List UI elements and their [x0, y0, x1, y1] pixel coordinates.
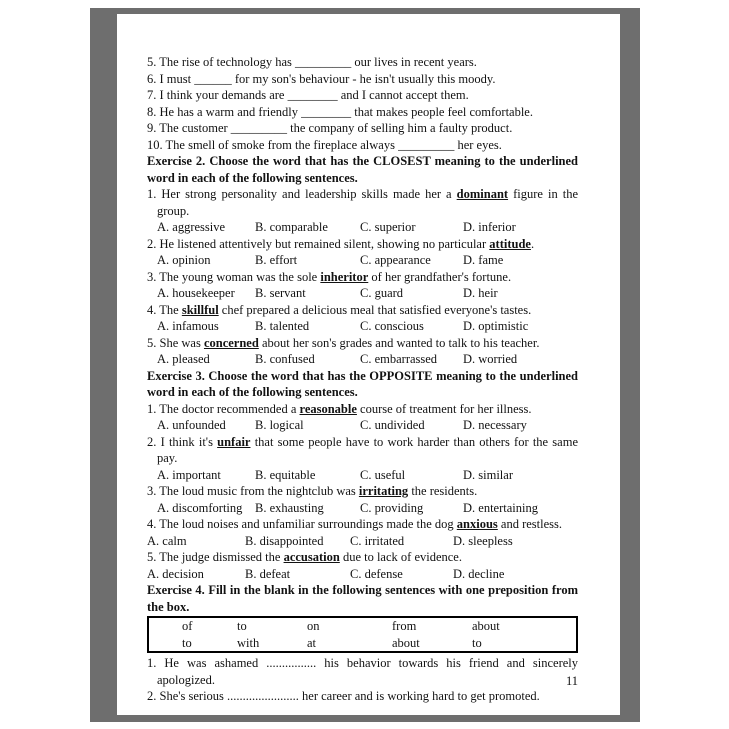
options-row [147, 417, 578, 434]
question-text [147, 302, 578, 319]
question-post: course of treatment for her illness. [356, 401, 532, 416]
underlined-word: concerned [203, 335, 259, 350]
question-text [147, 335, 578, 352]
preposition-box [147, 616, 578, 653]
option-a: A. discomforting [157, 500, 243, 515]
option-b: B. defeat [245, 566, 291, 581]
option-c: C. providing [360, 500, 424, 515]
options-row [147, 467, 578, 484]
fill-item: 8. He has a warm and friendly ________ that makes people feel comfortable. [147, 104, 533, 119]
option-b: B. exhausting [255, 500, 324, 515]
option-c: C. embarrassed [360, 352, 438, 366]
option-d: D. necessary [463, 418, 527, 432]
ex4-item [147, 688, 578, 705]
options-row [147, 285, 578, 302]
question-post: and restless. [497, 517, 563, 531]
fill-item: 7. I think your demands are ________ and I cannot accept them. [147, 88, 469, 102]
option-d: D. sleepless [453, 533, 513, 548]
option-a: A. calm [147, 533, 187, 548]
question-pre: 5. She was [147, 335, 204, 350]
option-a: A. important [157, 467, 221, 482]
option-c: C. irritated [350, 533, 405, 548]
preposition-row [182, 635, 576, 652]
question-pre: 3. The loud music from the nightclub was [147, 484, 359, 498]
question-pre: 4. The loud noises and unfamiliar surroundings made the dog [147, 517, 457, 531]
option-a: A. opinion [157, 253, 211, 267]
option-b: B. servant [255, 286, 306, 300]
question-post: due to lack of evidence. [339, 550, 462, 564]
item-post: her career and is working hard to get promoted. [298, 689, 540, 703]
option-a: A. unfounded [157, 418, 226, 432]
options-row [147, 351, 578, 368]
preposition: at [307, 635, 317, 650]
options-row [147, 219, 578, 236]
option-b: B. logical [255, 418, 304, 432]
question-post: figure in the group. [157, 187, 579, 218]
option-c: C. appearance [360, 253, 431, 267]
preposition-row [182, 618, 576, 635]
question-text [147, 549, 578, 566]
question-text [147, 186, 578, 219]
exercise4-title: Exercise 4. Fill in the blank in the following sentences with one preposition from the box. [147, 583, 578, 614]
question-post: . [530, 236, 535, 251]
option-c: C. useful [360, 467, 406, 482]
question-text [147, 483, 578, 500]
options-row [147, 252, 578, 269]
ex4-item [147, 655, 578, 688]
option-b: B. effort [255, 253, 298, 267]
option-a: A. housekeeper [157, 286, 235, 300]
exercise3-title: Exercise 3. Choose the word that has the OPPOSITE meaning to the underlined word in each of the following sentences. [147, 368, 578, 399]
options-row [147, 533, 578, 550]
underlined-word: anxious [456, 517, 498, 531]
underlined-word: unfair [217, 434, 251, 449]
option-c: C. undivided [360, 418, 425, 432]
option-a: A. infamous [157, 319, 219, 333]
fill-item: 9. The customer _________ the company of selling him a faulty product. [147, 121, 513, 135]
preposition: to [237, 619, 247, 633]
dotted-blank: ................ [266, 656, 317, 670]
question-pre: 5. The judge dismissed the [147, 550, 284, 564]
option-b: B. disappointed [245, 533, 324, 548]
option-d: D. decline [453, 566, 505, 581]
dotted-blank: ....................... [227, 689, 299, 703]
option-d: D. similar [463, 467, 513, 482]
question-text [147, 269, 578, 286]
option-a: A. pleased [157, 352, 210, 366]
preposition: to [472, 635, 482, 650]
question-text [147, 516, 578, 533]
preposition: about [472, 619, 500, 633]
options-row [147, 500, 578, 517]
option-c: C. superior [360, 220, 416, 234]
item-pre: 2. She's serious [147, 689, 228, 703]
document-page [117, 14, 620, 715]
fill-item: 10. The smell of smoke from the fireplace always _________ her eyes. [147, 137, 502, 152]
underlined-word: irritating [358, 484, 409, 498]
question-pre: 3. The young woman was the sole [147, 269, 321, 284]
preposition: about [392, 635, 420, 650]
options-row [147, 566, 578, 583]
question-post: about her son's grades and wanted to talk to his teacher. [258, 335, 540, 350]
underlined-word: dominant [456, 187, 509, 201]
fill-item: 5. The rise of technology has _________ our lives in recent years. [147, 55, 477, 69]
question-text [147, 401, 578, 418]
preposition: of [182, 619, 193, 633]
question-pre: 4. The [147, 302, 182, 317]
option-c: C. conscious [360, 319, 424, 333]
underlined-word: skillful [181, 302, 219, 317]
option-d: D. optimistic [463, 319, 529, 333]
question-post: chef prepared a delicious meal that satisfied everyone's tastes. [218, 302, 532, 317]
question-text [147, 434, 578, 467]
question-post: that some people have to work harder than others for the same pay. [157, 434, 578, 465]
option-a: A. decision [147, 566, 204, 581]
option-c: C. defense [350, 566, 403, 581]
option-b: B. equitable [255, 467, 316, 482]
question-pre: 1. Her strong personality and leadership skills made her a [147, 187, 457, 201]
options-row [147, 318, 578, 335]
option-d: D. worried [463, 352, 518, 366]
question-post: the residents. [408, 484, 478, 498]
item-pre: 1. He was ashamed [147, 656, 267, 670]
option-d: D. entertaining [463, 500, 538, 515]
question-text [147, 236, 578, 253]
question-pre: 2. He listened attentively but remained silent, showing no particular [147, 236, 490, 251]
item-post: his behavior towards his friend and sincerely apologized. [157, 656, 578, 687]
underlined-word: reasonable [299, 401, 357, 416]
option-b: B. comparable [255, 220, 328, 234]
question-pre: 1. The doctor recommended a [147, 401, 300, 416]
option-d: D. fame [463, 253, 504, 267]
option-a: A. aggressive [157, 220, 226, 234]
page-number: 11 [565, 673, 578, 688]
underlined-word: attitude [489, 236, 531, 251]
option-d: D. inferior [463, 220, 516, 234]
option-d: D. heir [463, 286, 498, 300]
preposition: with [237, 635, 260, 650]
underlined-word: accusation [283, 550, 340, 564]
exercise2-title: Exercise 2. Choose the word that has the CLOSEST meaning to the underlined word in each of the following sentences. [147, 154, 578, 185]
question-post: of her grandfather's fortune. [368, 269, 512, 284]
question-pre: 2. I think it's [147, 434, 218, 449]
preposition: to [182, 635, 192, 650]
preposition: on [307, 619, 320, 633]
option-b: B. talented [255, 319, 310, 333]
preposition: from [392, 619, 417, 633]
underlined-word: inheritor [320, 269, 369, 284]
option-b: B. confused [255, 352, 315, 366]
option-c: C. guard [360, 286, 404, 300]
fill-item: 6. I must ______ for my son's behaviour - he isn't usually this moody. [147, 71, 496, 86]
